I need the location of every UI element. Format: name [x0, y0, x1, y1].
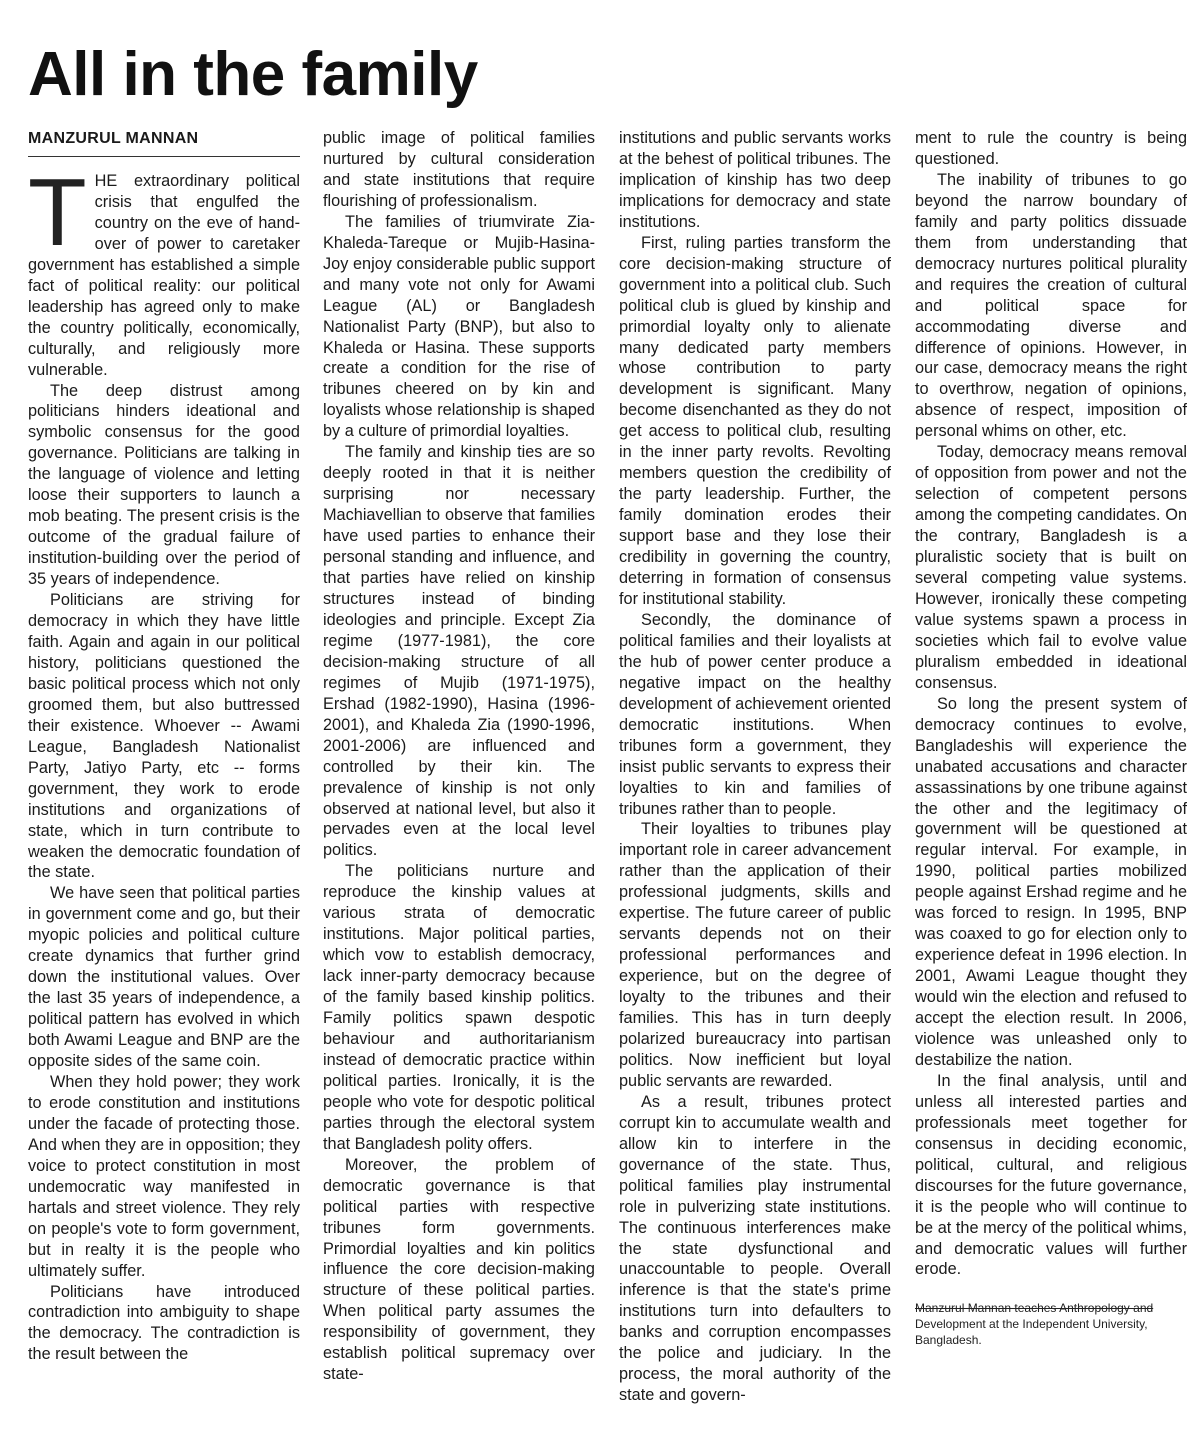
article-column-2	[323, 128, 595, 1428]
article-paragraph: In the final analysis, until and unless all interested parties and professionals meet together for consensus in deciding economic, political, cultural, and religious discourses for the future governance, it is the people who will continue to be at the mercy of the political whims, and democratic values will further erode.	[915, 1071, 1187, 1279]
drop-cap: T	[28, 159, 87, 266]
article-paragraph: First, ruling parties transform the core decision-making structure of government into a political club. Such political club is glued by kinship and primordial loyalty only to alienate many dedicated party members whose contribution to party development is significant. Many become disenchanted as they do not get access to political club, resulting in the inner party revolts. Revolting members question the credibility of the party leadership. Further, the family domination erodes their support base and they lose their credibility in governing the country, deterring in formation of consensus for institutional stability.	[619, 233, 891, 608]
article-paragraph: The family and kinship ties are so deeply rooted in that it is neither surprising nor necessary Machiavellian to observe that families have used parties to enhance their personal standing and influence, and that parties have relied on kinship structures instead of binding ideologies and principle. Except Zia regime (1977-1981), the core decision-making structure of all regimes of Mujib (1971-1975), Ershad (1982-1990), Hasina (1996-2001), and Khaleda Zia (1990-1996, 2001-2006) are influenced and controlled by their kin. The prevalence of kinship is not only observed at national level, but also it pervades even at the local level politics.	[323, 443, 595, 860]
author-bio-line-2: Development at the Independent University, Bangladesh.	[915, 1317, 1148, 1348]
article-paragraph: Secondly, the dominance of political families and their loyalists at the hub of power center produce a negative impact on the healthy development of achievement oriented democratic institutions. When tribunes form a government, they insist public servants to express their loyalties to kin and families of tribunes rather than to people.	[619, 610, 891, 818]
article-paragraph: As a result, tribunes protect corrupt kin to accumulate wealth and allow kin to interfere in the governance of the state. Thus, political families play instrumental role in pulverizing state institutions. The continuous interferences make the state dysfunctional and unaccountable to people. Overall inference is that the state's prime institutions turn into defaulters to banks and corruption encompasses the police and judiciary. In the process, the moral authority of the state and govern-	[619, 1092, 891, 1405]
article-paragraph: institutions and public servants works at the behest of political tribunes. The implication of kinship has two deep implications for democracy and state institutions.	[619, 129, 891, 231]
article-paragraph: THE extraordinary political crisis that engulfed the country on the eve of hand-over of power to caretaker government has established a simple fact of political reality: our political leadership has agreed only to make the country politically, economically, culturally, and religiously more vulnerable.	[28, 159, 300, 379]
article-paragraph: The deep distrust among politicians hinders ideational and symbolic consensus for the good governance. Politicians are talking in the language of violence and letting loose their supporters to launch a mob beating. The present crisis is the outcome of the gradual failure of institution-building over the period of 35 years of independence.	[28, 381, 300, 589]
article-paragraph: public image of political families nurtured by cultural consideration and state institutions that require flourishing of professionalism.	[323, 129, 595, 210]
article-column-3	[619, 128, 891, 1428]
article-paragraph: So long the present system of democracy continues to evolve, Bangladeshis will experience the unabated accusations and character assassinations by one tribune against the other and the legitimacy of government will be questioned at regular interval. For example, in 1990, political parties mobilized people against Ershad regime and he was forced to resign. In 1995, BNP was coaxed to go for election only to experience defeat in 1996 election. In 2001, Awami League thought they would win the election and refused to accept the election result. In 2006, violence was unleashed only to destabilize the nation.	[915, 694, 1187, 1069]
article-column-4	[915, 128, 1187, 1428]
author-bio-line-1: Manzurul Mannan teaches Anthropology and	[915, 1301, 1154, 1316]
byline: MANZURUL MANNAN	[28, 128, 300, 157]
article-paragraph: When they hold power; they work to erode constitution and institutions under the facade of protecting those. And when they are in opposition; they voice to protect constitution in most undemocratic way manifested in hartals and street violence. They rely on people's vote to form government, but in realty it is the people who ultimately suffer.	[28, 1072, 300, 1280]
author-bio	[915, 1300, 1187, 1348]
headline: All in the family	[28, 40, 478, 109]
article-paragraph: ment to rule the country is being questioned.	[915, 129, 1187, 168]
article-paragraph: Politicians have introduced contradiction into ambiguity to shape the democracy. The contradiction is the result between the	[28, 1282, 300, 1364]
article-column-1	[28, 128, 300, 1428]
article-paragraph: Politicians are striving for democracy in which they have little faith. Again and again in our political history, politicians questioned the basic political process which not only groomed them, but also buttressed their existence. Whoever -- Awami League, Bangladesh Nationalist Party, Jatiyo Party, etc -- forms government, they work to erode institutions and organizations of state, which in turn contribute to weaken the democratic foundation of the state.	[28, 591, 300, 882]
article-paragraph: Today, democracy means removal of opposition from power and not the selection of competent persons among the competing candidates. On the contrary, Bangladesh is a pluralistic society that is built on several competing value systems. However, ironically these competing value systems spawn a process in societies which fail to evolve value pluralism embedded in ideational consensus.	[915, 443, 1187, 692]
article-paragraph: The inability of tribunes to go beyond the narrow boundary of family and party politics dissuade them from understanding that democracy nurtures political plurality and requires the creation of cultural and political space for accommodating diverse and difference of opinions. However, in our case, democracy means the right to overthrow, negation of opinions, absence of respect, imposition of personal whims on other, etc.	[915, 170, 1187, 441]
article-paragraph: The families of triumvirate Zia-Khaleda-Tareque or Mujib-Hasina-Joy enjoy considerable public support and many vote not only for Awami League (AL) or Bangladesh Nationalist Party (BNP), but also to Khaleda or Hasina. These supports create a condition for the rise of tribunes cheered on by kin and loyalists whose relationship is shaped by a culture of primordial loyalties.	[323, 212, 595, 441]
article-paragraph: Moreover, the problem of democratic governance is that political parties with respective tribunes form governments. Primordial loyalties and kin politics influence the core decision-making structure of these political parties. When political party assumes the responsibility of government, they establish political supremacy over state-	[323, 1155, 595, 1384]
article-paragraph: Their loyalties to tribunes play important role in career advancement rather than the application of their professional judgments, skills and expertise. The future career of public servants depends not on their professional performances and experience, but on the degree of loyalty to the tribunes and their families. This has in turn deeply polarized bureaucracy into partisan politics. Now inefficient but loyal public servants are rewarded.	[619, 820, 891, 1090]
article-paragraph: The politicians nurture and reproduce the kinship values at various strata of democratic institutions. Major political parties, which vow to establish democracy, lack inner-party democracy because of the family based kinship politics. Family politics spawn despotic behaviour and authoritarianism instead of democratic practice within political parties. Ironically, it is the people who vote for despotic political parties through the electoral system that Bangladesh polity offers.	[323, 862, 595, 1153]
article-paragraph: We have seen that political parties in government come and go, but their myopic policies and political culture create dynamics that further grind down the institutional values. Over the last 35 years of independence, a political pattern has evolved in which both Awami League and BNP are the opposite sides of the same coin.	[28, 884, 300, 1071]
